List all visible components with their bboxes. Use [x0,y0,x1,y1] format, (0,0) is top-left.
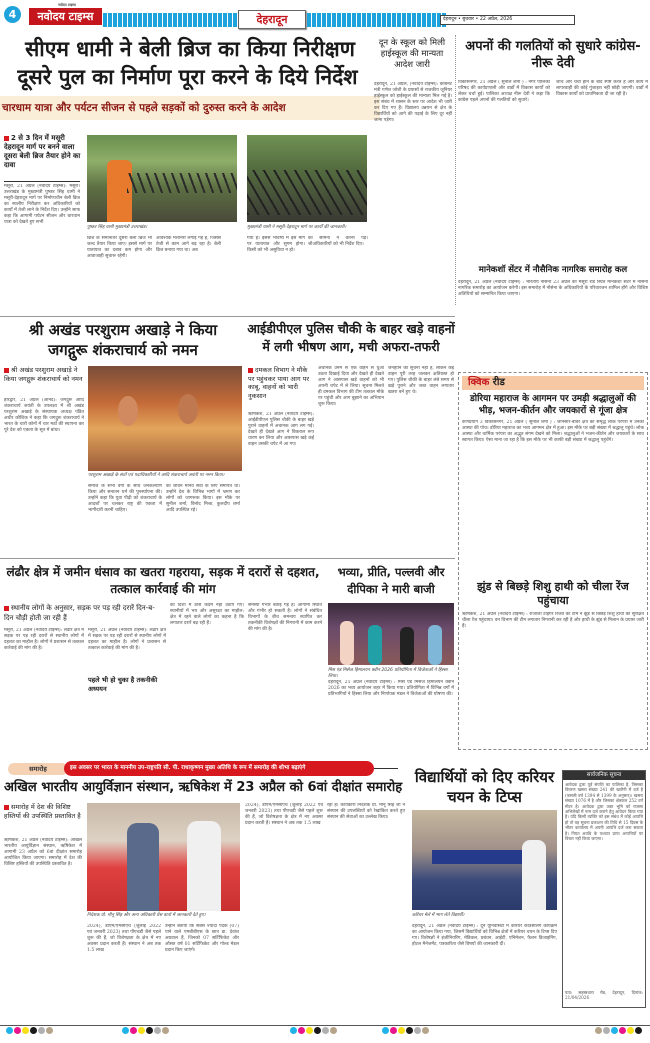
quick-read-label: क्विक रीड [462,376,644,390]
parshuram-photo-caption: परशुराम अखाड़े के संतों एवं पदाधिकारियों ने आदि शंकराचार्य जयंती पर नमन किया। [88,473,225,478]
congress-body-2: जांच और चर्चा होने के बाद स्पष्ट करते हैं और कार्य में लापरवाही की कोई गुंजाइश नहीं छोड़ी जाएगी। वार्डों में विकास कार्यों को प्राथमिकता दी जा रही है। [556,80,648,97]
notice-footer: पता: सहस्त्रधारा रोड, देहरादून, दिनांक: 21/04/2026 [565,990,643,1001]
aiims-col4: 2024), डीएम/एमसीएच (जुलाई 2022 एवं जनवरी 2023) तथा पीएचडी जैसे पहले शुरू की हैं, जो विशेषज्ञता के क्षेत्र में नए अवसर प्रदान करती हैं। संस्थान ने अब तक 1.5 लाख [245,803,323,826]
divider [4,181,80,182]
footer-rule [0,1025,650,1026]
edition-tab: देहरादून [238,10,306,29]
registration-marks [122,1027,169,1034]
notice-title: सार्वजनिक सूचना [563,771,645,780]
landhaur-body: मसूरी, 21 अप्रैल (नवोदय टाइम्स): लंढौर क्षेत्र में सड़क पर पड़ रही दरारों से स्थानीय लोगों में दहशत का माहौल है। लोगों ने प्रशासन से तत्काल कार्रवाई की मांग की है। [4,628,84,651]
parshuram-highlight: श्री अखंड परशुराम अखाड़े ने किया जगद्गुरू शंकराचार्य को नमन [4,366,83,383]
lead-strap: चारधाम यात्रा और पर्यटन सीजन से पहले सड़कों को दुरुस्त करने के आदेश [0,96,380,120]
public-notice [562,770,646,1008]
registration-marks [595,1027,642,1034]
parshuram-col2: समाज के सभी वर्गों के साथ जनकल्याण किया और सनातन धर्म की पुनर्स्थापना की। उन्होंने कहा कि युवा पीढ़ी को शंकराचार्य के आदर्शों पर चलकर राष्ट्र की एकता में भागीदारी करनी चाहिए। [88,484,162,513]
quick-read-item2-body: ऋषिकेश, 21 अप्रैल (नवोदय टाइम्स) : राजाजी टाइगर रिजर्व की टीम ने झुंड से बिछड़े शिशु हाथी को सुरक्षित चीला रेंज पहुंचाया। वन विभाग की टीम लगातार निगरानी कर रही है और हाथी के झुंड से मिलान के प्रयास जारी हैं। [462,612,644,629]
lead-headline-line1: सीएम धामी ने बेली ब्रिज का किया निरीक्षण [25,37,355,61]
logo-small: नवोदय टाइम्स [58,3,76,7]
quick-read-item1-headline: डोरिया महाराज के आगमन पर उमड़ी श्रद्धालुओं की भीड़, भजन-कीर्तन और जयकारों से गूंजा क्षेत्र [469,394,637,416]
doon-school-headline: दून के स्कूल को मिली हाईस्कूल की मान्यता आदेश जारी [378,38,446,70]
idpl-fire-headline: आईडीपीएल पुलिस चौकी के बाहर खड़े वाहनों में लगी भीषण आग, मची अफरा-तफरी [247,321,455,354]
maneckshaw-body: देहरादून, 21 अप्रैल (नवोदय टाइम्स) : भारतीय नौसेना 23 अप्रैल को मसूरी रोड स्थित मानेकशॉ सेंटर में नौसेना नागरिक समारोह का आयोजन करेगी। इस समारोह में नौसेना के अधिकारियों के परिवारजन शामिल होंगे और विशिष्ट अतिथियों को सम्मानित किया जाएगा। [458,280,648,297]
lead-headline-line2: दूसरे पुल का निर्माण पूरा करने के दिये निर्देश [17,65,358,89]
pageant-body: देहरादून, 21 अप्रैल (नवोदय टाइम्स) : मिस एंड मिसेज हिमालयन क्वीन 2026 का भव्य आयोजन शहर में किया गया। प्रतियोगिता में विभिन्न वर्गों में प्रतिभागियों ने हिस्सा लिया और निर्णायक मंडल ने विजेताओं की घोषणा की। [328,680,454,697]
bullet-icon [4,368,9,373]
aiims-photo-caption: निदेशक प्रो. मीनू सिंह और अन्य अधिकारी प्रेस वार्ता में जानकारी देते हुए। [87,913,206,918]
aiims-col2: 2024), डीएम/एमसीएच (जुलाई 2022 एवं जनवरी 2023) तथा पीएचडी जैसे पहले शुरू की हैं, जो विशेषज्ञता के क्षेत्र में नए अवसर प्रदान करती हैं। संस्थान ने अब तक 1.5 लाख [87,924,161,953]
pageant-photo [328,603,454,665]
congress-headline: अपनों की गलतियों को सुधारे कांग्रेस-नीरू देवी [465,39,641,71]
masthead [0,0,650,30]
pageant-headline: भव्या, प्रीति, पल्लवी और दीपिका ने मारी बाजी [337,565,445,596]
section-divider [0,316,455,317]
lead-col4: गया है। इससे भविष्य में इस मार्ग पर यातायात और सुगम होगा। किसी को भी असुविधा न हो। [247,236,305,253]
landhaur-headline: लंढौर क्षेत्र में जमीन धंसाव का खतरा गहराया, सड़क में दरारों से दहशत, तत्काल कार्रवाई की मांग [6,565,320,596]
aiims-col5: रही हैं। कार्यकारी निदेशक प्रो. मीनू सिंह जी ने संस्थान की उपलब्धियों को रेखांकित करते हुए संस्थान की सेवाओं का उल्लेख किया। [327,803,405,820]
doon-school-body: देहरादून, 21 अप्रैल, (नवोदय टाइम्स): कैबिनेट मंत्री गणेश जोशी के प्रयासों से राजकीय जूनियर हाईस्कूल को हाईस्कूल की मान्यता मिल गई है। इस संबंध में शासन के स्तर पर आदेश भी जारी कर दिए गए हैं। विद्यालय उन्नयन से क्षेत्र के विद्यार्थियों को आगे की पढ़ाई के लिए दूर नहीं जाना पड़ेगा। [374,82,452,123]
landhaur-highlight: स्थानीय लोगों के अनुसार, सड़क पर पड़ रही दरारें दिन-ब-दिन चौड़ी होती जा रही हैं [4,604,155,622]
banner-line [374,768,398,769]
idpl-fire-col2: अचानक उनमें से एक वाहन से धुआं उठता दिखाई दिया और देखते ही देखते आग ने आसपास खड़े वाहनों को भी अपनी चपेट में ले लिया। सूचना मिलते ही दमकल विभाग की टीम तत्काल मौके पर पहुंची और आग बुझाने का अभियान शुरू किया। [318,366,384,407]
parshuram-photo [88,366,242,471]
idpl-fire-highlight: दमकल विभाग ने मौके पर पहुंचकर पाया आग पर काबू, वाहनों को भारी नुकसान [248,366,310,400]
aiims-col3: उन्होंने बताया कि सबसे ज्यादा पदक (07) पाने वाले एमबीबीएस के छात्र डा. देवांश अग्रवाल हैं, जिनको 07 सर्टिफिकेट और औसत वर्ष 01 सर्टिफिकेट और गोल्ड मेडल प्रदान किए जाएंगे। [165,924,239,953]
logo: नवोदय टाइम्स [29,8,102,25]
aiims-highlight: समारोह में देश की विशिष्ट हस्तियों की उपस्थिति प्रस्तावित है [4,803,81,820]
registration-marks [290,1027,337,1034]
samaroh-label: समारोह [8,763,68,775]
page-number-badge: 4 [4,6,21,23]
aiims-headline: अखिल भारतीय आयुर्विज्ञान संस्थान, ऋषिकेश में 23 अप्रैल को 6वां दीक्षांत समारोह [4,780,403,795]
lead-photo-2-caption: मुख्यमंत्री धामी ने मसूरी-देहरादून मार्ग पर कार्यों की जानकारी। [247,225,347,230]
congress-body: विकासनगर, 21 अप्रैल ( सुनील शर्मा ) : नगर पालिका परिषद की कार्यप्रणाली और वार्डों में विकास कार्यों को लेकर चर्चा हुई। पालिका अध्यक्ष नीरू देवी ने कहा कि कांग्रेस पहले अपनों की गलतियों को सुधारे। [458,80,550,103]
idpl-fire-col3: जनहानि की सूचना नहीं है, लेकिन कई वाहन पूरी तरह जलकर क्षतिग्रस्त हो गए। पुलिस चौकी के बाहर लंबे समय से खड़े पुराने और जब्त वाहन लगातार खतरा बने हुए थे। [388,366,454,395]
quick-read-item2-headline: झुंड से बिछड़े शिशु हाथी को चीला रेंज पहुंचाया [477,580,629,607]
career-headline: विद्यार्थियों को दिए करियर चयन के टिप्स [414,768,555,806]
registration-marks [382,1027,429,1034]
bullet-icon [4,805,9,810]
bullet-icon [4,606,9,611]
career-photo [412,810,557,910]
landhaur-col3: समस्या गंभीर बताई गई है। आगामी स्थिति और गंभीर हो सकती है। लोगों ने संबंधित विभागों के बीच समन्वय स्थापित कर तकनीकी विशेषज्ञों की निगरानी में काम करने की मांग की है। [248,603,322,632]
parshuram-col3: का जीवन मानव सेवा के लिए समर्पित था। उन्होंने देश के विभिन्न भागों में भ्रमण कर लोगों को जागरूक किया। इस मौके पर सुनील शर्मा, विनोद मिश्रा, कुलदीप शर्मा आदि उपस्थित रहे। [166,484,240,513]
parshuram-headline: श्री अखंड परशुराम अखाड़े ने किया जगद्गुरू शंकराचार्य को नमन [28,321,218,359]
lead-col5: का सामना न करना पड़े। श्रीअधिकारियों को भी निर्देश दिए। [308,236,368,247]
aiims-photo [87,803,240,911]
section-divider [0,558,455,559]
parshuram-body: हरिद्वार, 21 अप्रैल (आनंद): जगद्गुरू आदि शंकराचार्य जयंती के उपलक्ष्य में श्री अखंड परशुराम अखाड़े के संस्थापक अध्यक्ष पंडित अधीर कौशिक ने कहा कि जगद्गुरू शंकराचार्य ने भारत के चारों कोनों में चार मठों की स्थापना कर पूरे देश को एकता के सूत्र में बांधा। [4,398,84,433]
lead-col2: ब्रिज के समानांतर दूसरा बेली ब्रिज भी जल्द तैयार किया जाए। इससे मार्ग पर यातायात का दबाव कम होगा और आवाजाही सुचारू रहेगी। [87,236,152,259]
column-divider [455,35,456,305]
lead-highlight: 2 से 3 दिन में मसूरी देहरादून मार्ग पर बनने वाला दूसरा बेली ब्रिज तैयार होने का दावा [4,134,81,169]
aiims-body: ऋषिकेश, 21 अप्रैल (नवोदय टाइम्स): अखिल भारतीय आयुर्विज्ञान संस्थान, ऋषिकेश में आगामी 23 अप्रैल को 6वां दीक्षांत समारोह आयोजित किया जाएगा। समारोह में देश की विशिष्ट हस्तियों की उपस्थिति प्रस्तावित है। [4,838,82,867]
blue-stripe-left [103,13,238,27]
lead-col3: आवश्यक मशीनरी लगाई गई है, जिससे तेजी से काम आगे बढ़ रहा है। बेली ब्रिज बनाया गया था। अब [156,236,221,253]
maneckshaw-headline: मानेकशॉ सेंटर में नौसैनिक नागरिक समारोह कल [478,265,628,275]
blue-stripe-right [307,13,447,27]
lead-photo-1 [87,135,237,222]
career-body: देहरादून, 21 अप्रैल (नवोदय टाइम्स) : दून यूनिवर्सिटी में करियर काउंसलिंग कार्यक्रम का आयोजन किया गया, जिसमें विद्यार्थियों को विभिन्न क्षेत्रों में करियर चयन के टिप्स दिए गए। विशेषज्ञों ने इंजीनियरिंग, मेडिकल, प्रबंधन, आईटी, एनिमेशन, फैशन डिजाइनिंग, होटल मैनेजमेंट, पत्रकारिता जैसे विषयों की जानकारी दी। [412,924,557,947]
landhaur-body-2: मसूरी, 21 अप्रैल (नवोदय टाइम्स): लंढौर क्षेत्र में सड़क पर पड़ रही दरारों से स्थानीय लोगों में दहशत का माहौल है। लोगों ने प्रशासन से तत्काल कार्रवाई की मांग की है। [88,628,166,651]
idpl-fire-body: ऋषिकेश, 21 अप्रैल (नवोदय टाइम्स): आईडीपीएल पुलिस चौकी के बाहर खड़े पुराने वाहनों में अचानक आग लग गई। देखते ही देखते आग ने विकराल रूप धारण कर लिया और आसपास खड़े कई वाहन उसकी चपेट में आ गए। [248,412,314,447]
quick-read-item1-body: कर्णप्रयाग 3 विकासनगर, 21 अप्रैल ( सुनील शर्मा ) : जौनसार-बावर क्षेत्र की समृद्ध लोक परंपरा में उनकी आस्था की पोथ। डोरिया महाराज का भव्य आगमन क्षेत्र में हुआ। इस मौके पर बड़ी संख्या में श्रद्धालु पहुंचे। लोक आस्था और धार्मिक परंपरा का अद्भुत संगम देखने को मिला। श्रद्धालुओं ने भजन-कीर्तन और जयकारों के साथ स्वागत किया। ऐसा माना जा रहा है कि इस मौके पर भी काफी बड़ी संख्या में श्रद्धालु पहुंचेंगे। [462,420,644,443]
landhaur-subhead: पहले भी हो चुका है तकनीकी अध्ययन [88,676,158,693]
lead-photo-2 [247,135,367,222]
bullet-icon [4,136,9,141]
samaroh-banner-text: इस अवसर पर भारत के माननीय उप-राष्ट्रपति सी. पी. राधाकृष्णन मुख्य अतिथि के रूप में समारोह की शोभा बढ़ाएंगे [64,761,374,776]
notice-body: आवेदक द्वारा पूर्व संपत्ति का पालिका है, जिसका विवरण खसरा संख्या 241 की खतौनी में दर्ज है (फसली वर्ष 1394 से 1399 के अनुसार)। खसरा संख्या 1076 में है और जिसका क्षेत्रफल 252 वर्ग मीटर है। आवेदक द्वारा उक्त भूमि को राजस्व अभिलेखों में नाम दर्ज कराने हेतु आवेदन किया गया है। यदि किसी व्यक्ति को इस संबंध में कोई आपत्ति हो तो वह सूचना प्रकाशन की तिथि से 15 दिवस के भीतर कार्यालय में अपनी आपत्ति दर्ज करा सकता है। नियत अवधि के पश्चात प्राप्त आपत्तियों पर विचार नहीं किया जाएगा। [565,782,643,842]
lead-photo-1-caption: पुष्कर सिंह धामी मुख्यमंत्री उत्तराखंड। [87,225,148,230]
lead-body: मसूरी, 21 अप्रैल (नवोदय टाइम्स): मसूरी। उत्तराखंड के मुख्यमंत्री पुष्कर सिंह धामी ने मसूरी-देहरादून मार्ग पर निर्माणाधीन बेली ब्रिज का स्थलीय निरीक्षण कर अधिकारियों को कार्यों में तेजी लाने के निर्देश दिए। उन्होंने साफ कहा कि आगामी पर्यटन सीजन और चारधाम यात्रा को देखते हुए सभी [4,184,80,225]
pageant-photo-caption: मिस एंड मिसेज हिमालयन क्वीन 2026 प्रतियोगिता में विजेताओं ने हिस्सा लिया। [328,668,448,679]
landhaur-col2: को दिशा में ठोस कदम नहीं उठाए गए। स्थानीयों में भय और असुरक्षा का माहौल: क्षेत्र में रहने वाले लोगों का कहना है कि लगातार दरारें बढ़ रही हैं। [170,603,244,626]
registration-marks [6,1027,53,1034]
dateline: देहरादून • बुधवार • 22 अप्रैल, 2026 [440,15,575,25]
bullet-icon [248,368,253,373]
career-photo-caption: करियर मेले में भाग लेते विद्यार्थी। [412,913,465,918]
